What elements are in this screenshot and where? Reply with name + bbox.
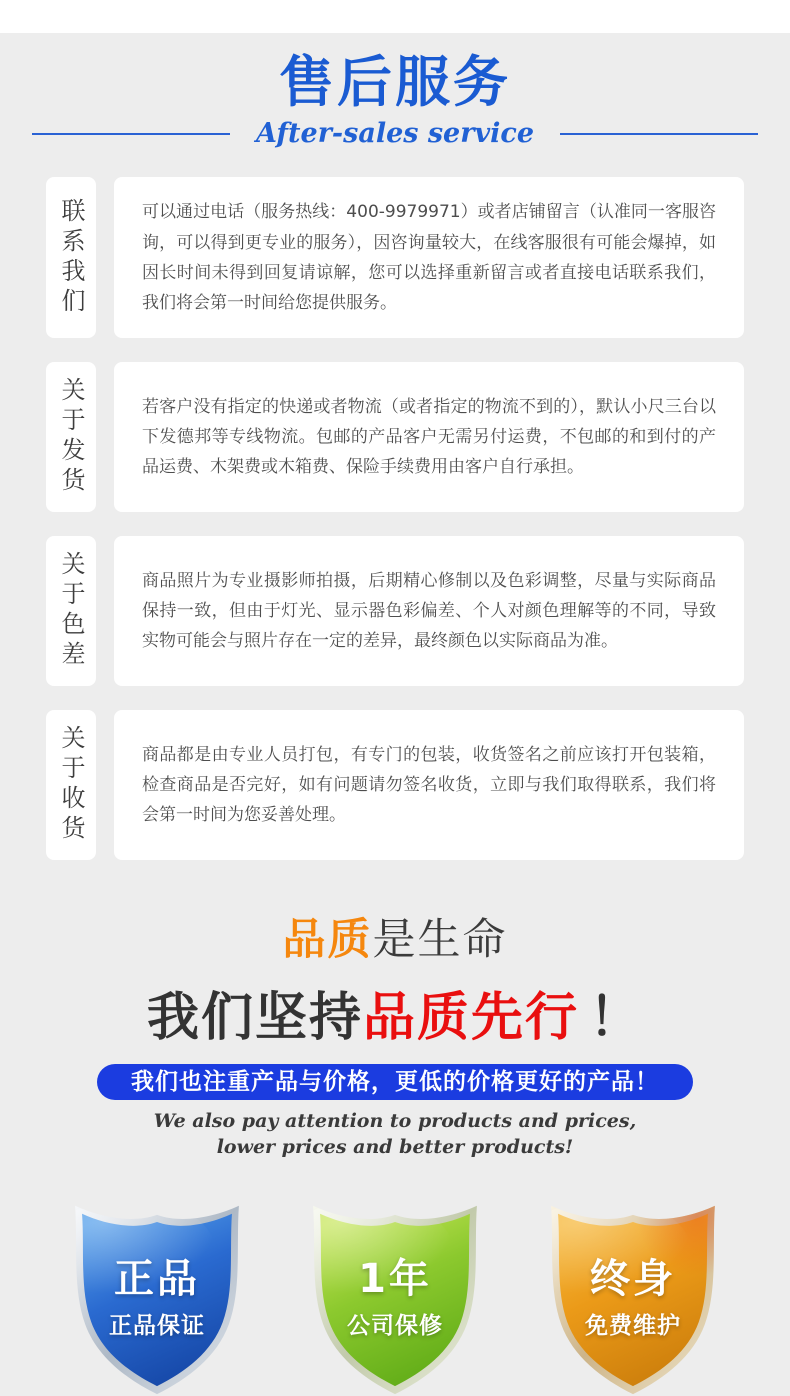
service-sections bbox=[0, 177, 790, 860]
quality-slogan-line1 bbox=[0, 906, 790, 967]
badge-genuine-text bbox=[66, 1203, 248, 1340]
section-color-difference bbox=[46, 536, 744, 686]
quality-english-line2: lower prices and better products! bbox=[216, 1135, 574, 1158]
quality-english-text bbox=[0, 1109, 790, 1160]
page-title: 售后服务 bbox=[278, 50, 511, 114]
section-card-receiving bbox=[114, 710, 744, 860]
section-contact-us bbox=[46, 177, 744, 338]
section-body-color-difference: 商品照片为专业摄影师拍摄，后期精心修制以及色彩调整，尽量与实际商品保持一致，但由于灯光、显示器色彩偏差、个人对颜色理解等的不同，导致实物可能会与照片存在一定的差异，最终颜色以实际商品为准。 bbox=[142, 570, 716, 652]
page-subtitle: After-sales service bbox=[255, 118, 535, 150]
after-sales-header bbox=[0, 33, 790, 149]
quality-slogan-block bbox=[0, 906, 790, 1160]
subtitle-left-line bbox=[32, 133, 230, 135]
badge-warranty-title: 1年 bbox=[358, 1255, 432, 1302]
quality-slogan-line1-highlight: 品质 bbox=[282, 915, 373, 966]
section-label-contact-us: 联系我们 bbox=[46, 177, 96, 338]
top-white-strip bbox=[0, 0, 790, 33]
badge-warranty bbox=[304, 1203, 486, 1396]
badge-genuine-title: 正品 bbox=[114, 1255, 200, 1302]
badge-maintenance-text bbox=[542, 1203, 724, 1340]
quality-english-line1: We also pay attention to products and prices, bbox=[153, 1110, 637, 1133]
section-body-shipping: 若客户没有指定的快递或者物流（或者指定的物流不到的），默认小尺三台以下发德邦等专线物流。包邮的产品客户无需另付运费，不包邮的和到付的产品运费、木架费或木箱费、保险手续费用由客户自行承担。 bbox=[142, 396, 716, 478]
section-receiving bbox=[46, 710, 744, 860]
badge-genuine bbox=[66, 1203, 248, 1396]
quality-banner-wrap bbox=[0, 1064, 790, 1100]
quality-slogan-line2 bbox=[0, 975, 790, 1050]
guarantee-badges bbox=[0, 1203, 790, 1396]
badge-maintenance bbox=[542, 1203, 724, 1396]
badge-genuine-subtitle: 正品保证 bbox=[109, 1312, 205, 1339]
section-label-receiving: 关于收货 bbox=[46, 710, 96, 860]
subtitle-row bbox=[0, 118, 790, 149]
quality-slogan-line1-rest: 是生命 bbox=[372, 915, 508, 966]
section-card-color-difference bbox=[114, 536, 744, 686]
quality-banner: 我们也注重产品与价格，更低的价格更好的产品！ bbox=[97, 1064, 693, 1100]
section-label-shipping: 关于发货 bbox=[46, 362, 96, 512]
quality-slogan-line2-highlight: 品质先行 bbox=[362, 988, 579, 1049]
section-body-receiving: 商品都是由专业人员打包，有专门的包装，收货签名之前应该打开包装箱，检查商品是否完好，如有问题请勿签名收货，立即与我们取得联系，我们将会第一时间为您妥善处理。 bbox=[142, 744, 716, 826]
badge-warranty-subtitle: 公司保修 bbox=[347, 1312, 443, 1339]
section-body-contact-us: 可以通过电话（服务热线：400-9979971）或者店铺留言（认准同一客服咨询，可以得到更专业的服务），因咨询量较大，在线客服很有可能会爆掉，如因长时间未得到回复请谅解，您可以选择重新留言或者直接电话联系我们，我们将会第一时间给您提供服务。 bbox=[142, 202, 716, 313]
section-card-shipping bbox=[114, 362, 744, 512]
section-shipping bbox=[46, 362, 744, 512]
subtitle-right-line bbox=[560, 133, 758, 135]
section-card-contact-us bbox=[114, 177, 744, 338]
badge-warranty-text bbox=[304, 1203, 486, 1340]
quality-slogan-line2-exclamation: ！ bbox=[589, 988, 644, 1049]
quality-slogan-line2-prefix: 我们坚持 bbox=[146, 988, 363, 1049]
badge-maintenance-subtitle: 免费维护 bbox=[585, 1312, 681, 1339]
section-label-color-difference: 关于色差 bbox=[46, 536, 96, 686]
badge-maintenance-title: 终身 bbox=[590, 1255, 676, 1302]
